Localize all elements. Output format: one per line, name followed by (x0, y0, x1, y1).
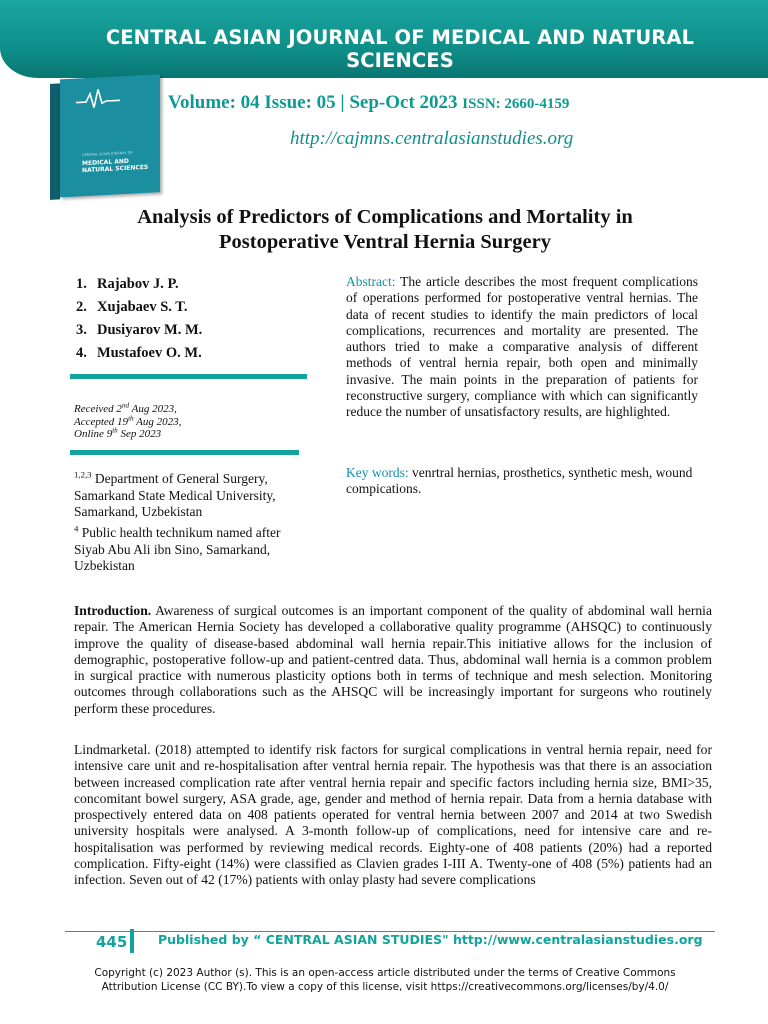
copyright-line2: Attribution License (CC BY).To view a copy of this license, visit https://creativecommons.org/licenses/by/4.0/ (101, 981, 669, 993)
author-item: 3. Dusiyarov M. M. (76, 322, 203, 338)
author-item: 1. Rajabov J. P. (76, 276, 179, 292)
affiliation-2: $^4$ Public health technikum named after Siyab Abu Ali ibn Sino, Samarkand, Uzbekistan (74, 523, 281, 573)
introduction-label: Introduction. (74, 603, 152, 618)
cover-small-text: CENTRAL ASIAN JOURNAL OF (82, 150, 133, 158)
published-by: Published by “ CENTRAL ASIAN STUDIES" http://www.centralasianstudies.org (158, 932, 703, 947)
keywords-label: Key words: (346, 465, 409, 480)
affiliation-1: $^{1,2,3}$ Department of General Surgery, Samarkand State Medical University, Samarkand, Uzbekistan (74, 469, 276, 519)
online-date: Online 9th Sep 2023 (74, 426, 162, 440)
footer-separator (130, 929, 134, 953)
article-title-line2: Postoperative Ventral Hernia Surgery (219, 231, 551, 253)
journal-banner (0, 0, 768, 78)
page-number: 445 (96, 933, 128, 951)
divider-bar (70, 374, 307, 379)
issn: ISSN: 2660-4159 (462, 96, 570, 112)
journal-name: CENTRAL ASIAN JOURNAL OF MEDICAL AND NATURAL SCIENCES (105, 26, 695, 72)
abstract-text: The article describes the most frequent complications of operations performed for postoperative ventral hernias. The data of recent studies to identify the main predictors of local complications, recurrences and mortality are presented. The authors tried to make a comparative analysis of different methods of ventral hernia repair, both open and minimally invasive. The main points in the preparation of patients for reconstructive surgery, compliance with which can significantly reduce the number of unsatisfactory results, are highlighted. (346, 274, 698, 420)
author-list (76, 273, 202, 365)
copyright-line1: Copyright (c) 2023 Author (s). This is an open-access article distributed under the terms of Creative Commons (94, 967, 676, 979)
keywords-text: venrtral hernias, prosthetics, synthetic mesh, wound compications. (346, 465, 693, 497)
cover-title: MEDICAL AND NATURAL SCIENCES (82, 157, 149, 175)
accepted-date: Accepted 19th Aug 2023, (74, 413, 182, 428)
introduction-paragraph: Introduction. Awareness of surgical outcomes is an important component of the quality of abdominal wall hernia repair. The American Hernia Society has developed a collaborative quality programme (AHSQC) to continuously improve the quality of disease-based abdominal wall hernia repair.This initiative allows for the inclusion of demographic, postoperative follow-up and patient-centred data. Thus, abdominal wall hernia is a common problem in surgical practice with numerous plasticity options both in terms of technique and mesh selection. Monitoring outcomes through collaborations such as the AHSQC will be increasingly important for surgeons who routinely perform these procedures. (74, 603, 712, 716)
cover-front (60, 74, 160, 197)
divider-bar (70, 450, 299, 455)
journal-cover-image (50, 72, 162, 200)
ecg-heartbeat-icon (76, 86, 120, 112)
volume-issue: Volume: 04 Issue: 05 | Sep-Oct 2023 (168, 92, 458, 113)
keywords (346, 465, 698, 498)
journal-url[interactable]: http://cajmns.centralasianstudies.org (290, 128, 574, 149)
volume-issue-line (168, 92, 569, 114)
cover-spine (50, 83, 60, 200)
author-item: 2. Xujabaev S. T. (76, 299, 188, 315)
received-date: Received 2nd Aug 2023, (74, 401, 177, 415)
body-paragraph: Lindmarketal. (2018) attempted to identify risk factors for surgical complications in ventral hernia repair, need for intensive care unit and re-hospitalisation after ventral hernia repair. The hypothesis was that there is an association between increased complication rate after ventral hernia repair and specific factors including hernia size, BMI>35, concomitant bowel surgery, ASA grade, age, gender and method of hernia repair. Data from a hernia database with prospectively entered data on 408 patients operated for ventral hernia between 2007 and 2014 at two Swedish university hospitals were analysed. A 3-month follow-up of complications, need for intensive care and re-hospitalisation was performed by reviewing medical records. Eighty-one of 408 patients (20%) had a reported complication. Fifty-eight (14%) were classified as Clavien grades I-III A. Twenty-one of 408 (5%) patients had an infection. Seven out of 42 (17%) patients with onlay plasty had severe complications (74, 742, 712, 888)
received-dates (74, 403, 181, 441)
article-title-line1: Analysis of Predictors of Complications and Mortality in (137, 206, 633, 228)
abstract (346, 274, 698, 421)
author-item: 4. Mustafoev O. M. (76, 345, 202, 361)
article-title (60, 205, 710, 255)
abstract-label: Abstract: (346, 274, 396, 289)
copyright-notice (60, 966, 710, 994)
